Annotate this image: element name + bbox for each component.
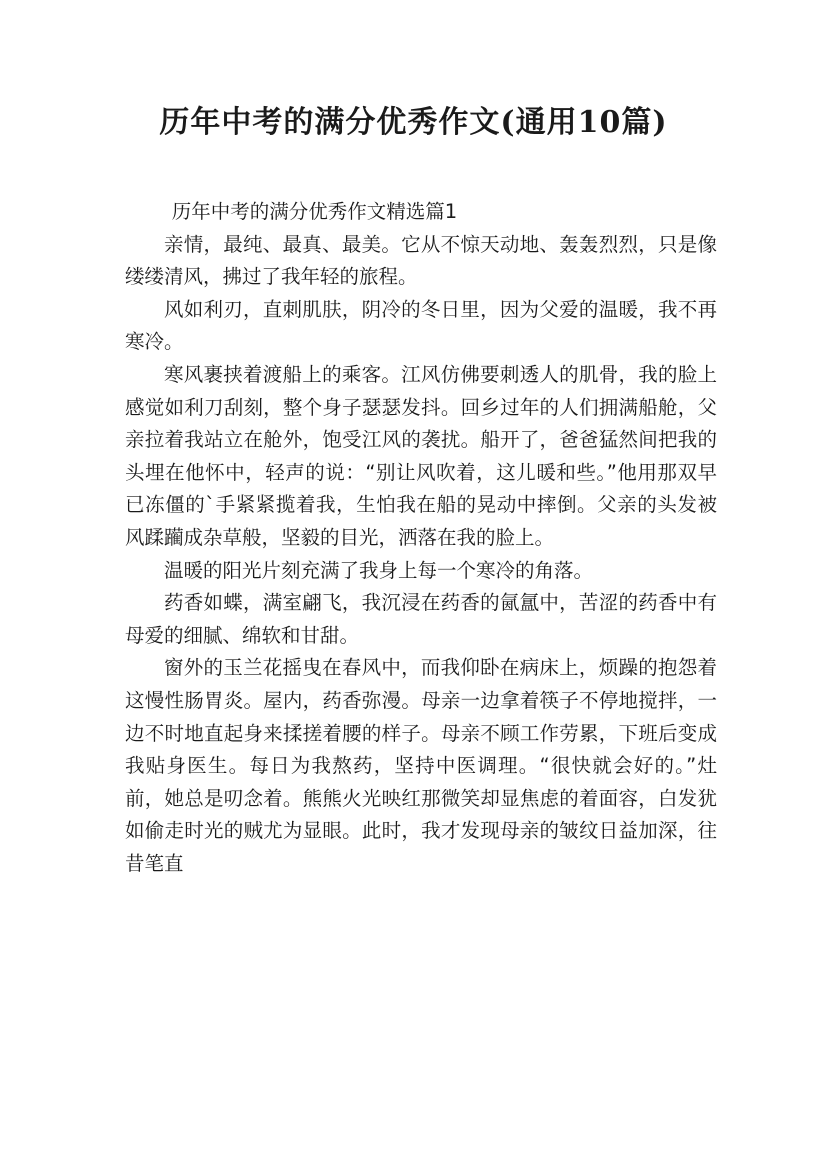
paragraph: 温暖的阳光片刻充满了我身上每一个寒冷的角落。 xyxy=(164,558,594,582)
section-heading: 历年中考的满分优秀作文精选篇1 xyxy=(171,200,458,223)
paragraph: 亲情，最纯、最真、最美。它从不惊天动地、轰轰烈烈，只是像缕缕清风，拂过了我年轻的旅程。 xyxy=(125,232,717,289)
paragraph: 风如利刃，直刺肌肤，阴冷的冬日里，因为父爱的温暖，我不再寒冷。 xyxy=(125,297,717,354)
paragraph: 药香如蝶，满室翩飞，我沉浸在药香的氤氲中，苦涩的药香中有母爱的细腻、绵软和甘甜。 xyxy=(125,591,717,647)
document-body xyxy=(125,196,717,880)
paragraph: 窗外的玉兰花摇曳在春风中，而我仰卧在病床上，烦躁的抱怨着这慢性肠胃炎。屋内，药香弥漫。母亲一边拿着筷子不停地搅拌，一边不时地直起身来揉搓着腰的样子。母亲不顾工作劳累，下班后变成我贴身医生。每日为我熬药，坚持中医调理。“很快就会好的。”灶前，她总是叨念着。熊熊火光映红那微笑却显焦虑的着面容，白发犹如偷走时光的贼尤为显眼。此时，我才发现母亲的皱纹日益加深，往昔笔直 xyxy=(125,656,717,875)
document-title: 历年中考的满分优秀作文(通用10篇) xyxy=(159,105,668,140)
paragraph: 寒风裹挟着渡船上的乘客。江风仿佛要刺透人的肌骨，我的脸上感觉如利刀刮刻，整个身子瑟瑟发抖。回乡过年的人们拥满船舱，父亲拉着我站立在舱外，饱受江风的袭扰。船开了，爸爸猛然间把我的头埋在他怀中，轻声的说：“别让风吹着，这儿暖和些。”他用那双早已冻僵的`手紧紧揽着我，生怕我在船的晃动中摔倒。父亲的头发被风蹂躏成杂草般，坚毅的目光，洒落在我的脸上。 xyxy=(125,362,717,549)
